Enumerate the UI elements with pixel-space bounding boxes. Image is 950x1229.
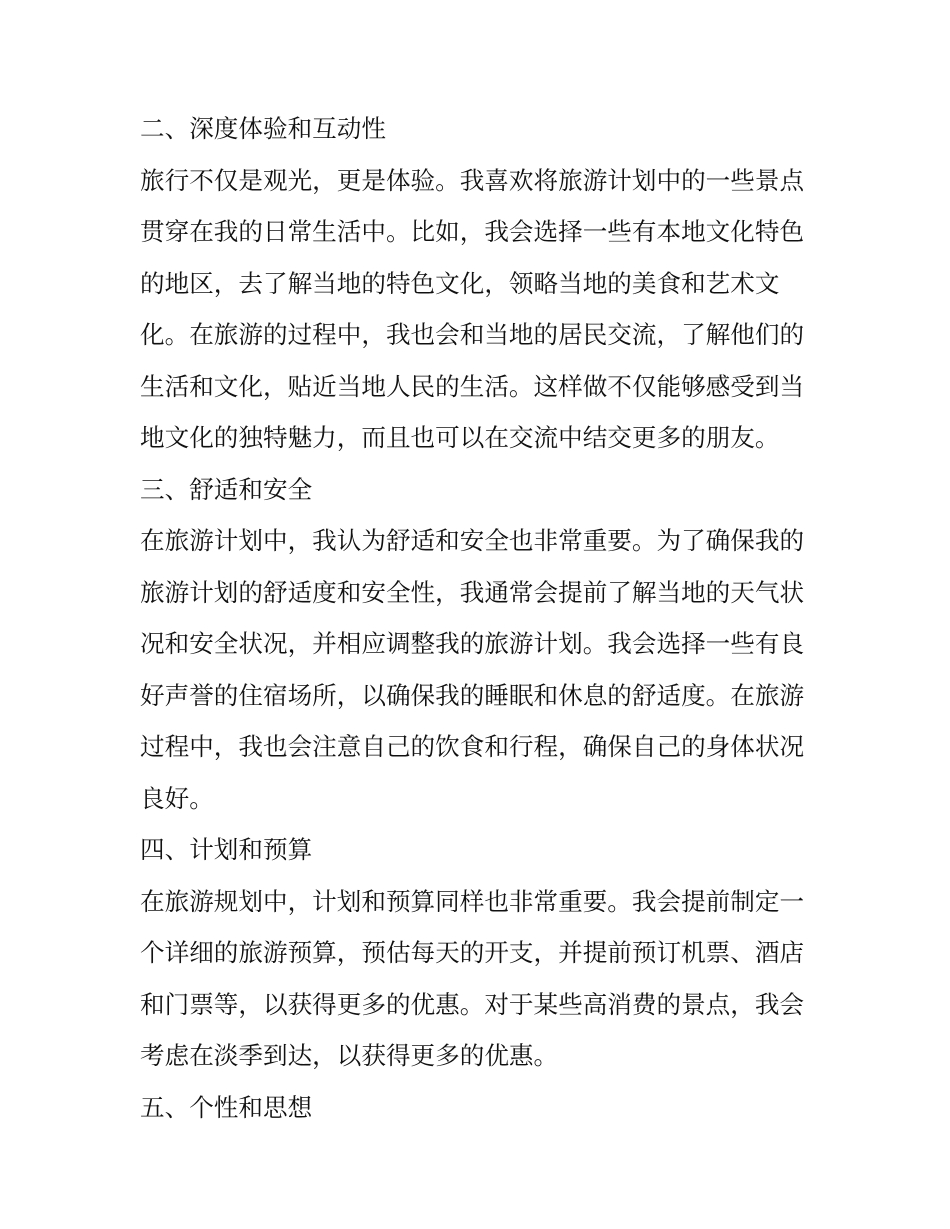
paragraph-line: 生活和文化，贴近当地人民的生活。这样做不仅能够感受到当 [140,371,805,401]
paragraph-line: 旅行不仅是观光，更是体验。我喜欢将旅游计划中的一些景点 [140,165,805,195]
section-heading: 二、深度体验和互动性 [140,114,386,143]
document-body [140,107,812,1137]
section-heading: 五、个性和思想 [140,1092,313,1122]
paragraph-line: 和门票等，以获得更多的优惠。对于某些高消费的景点，我会 [140,989,805,1019]
paragraph-line: 考虑在淡季到达，以获得更多的优惠。 [140,1041,559,1070]
paragraph-line: 好声誉的住宿场所，以确保我的睡眠和休息的舒适度。在旅游 [140,680,805,710]
section-heading: 四、计划和预算 [140,835,313,864]
paragraph-line: 个详细的旅游预算，预估每天的开支，并提前预订机票、酒店 [140,938,805,967]
paragraph-line: 在旅游规划中，计划和预算同样也非常重要。我会提前制定一 [140,886,805,916]
paragraph-line: 良好。 [140,783,214,813]
section-heading: 三、舒适和安全 [140,474,313,504]
paragraph-line: 过程中，我也会注意自己的饮食和行程，确保自己的身体状况 [140,732,805,761]
paragraph-line: 况和安全状况，并相应调整我的旅游计划。我会选择一些有良 [140,629,805,658]
paragraph-line: 的地区，去了解当地的特色文化，领略当地的美食和艺术文 [140,268,780,298]
paragraph-line: 旅游计划的舒适度和安全性，我通常会提前了解当地的天气状 [140,577,805,607]
paragraph-line: 贯穿在我的日常生活中。比如，我会选择一些有本地文化特色 [140,217,805,246]
paragraph-line: 在旅游计划中，我认为舒适和安全也非常重要。为了确保我的 [140,526,805,555]
paragraph-line: 化。在旅游的过程中，我也会和当地的居民交流，了解他们的 [140,320,805,349]
paragraph-line: 地文化的独特魅力，而且也可以在交流中结交更多的朋友。 [140,423,780,452]
